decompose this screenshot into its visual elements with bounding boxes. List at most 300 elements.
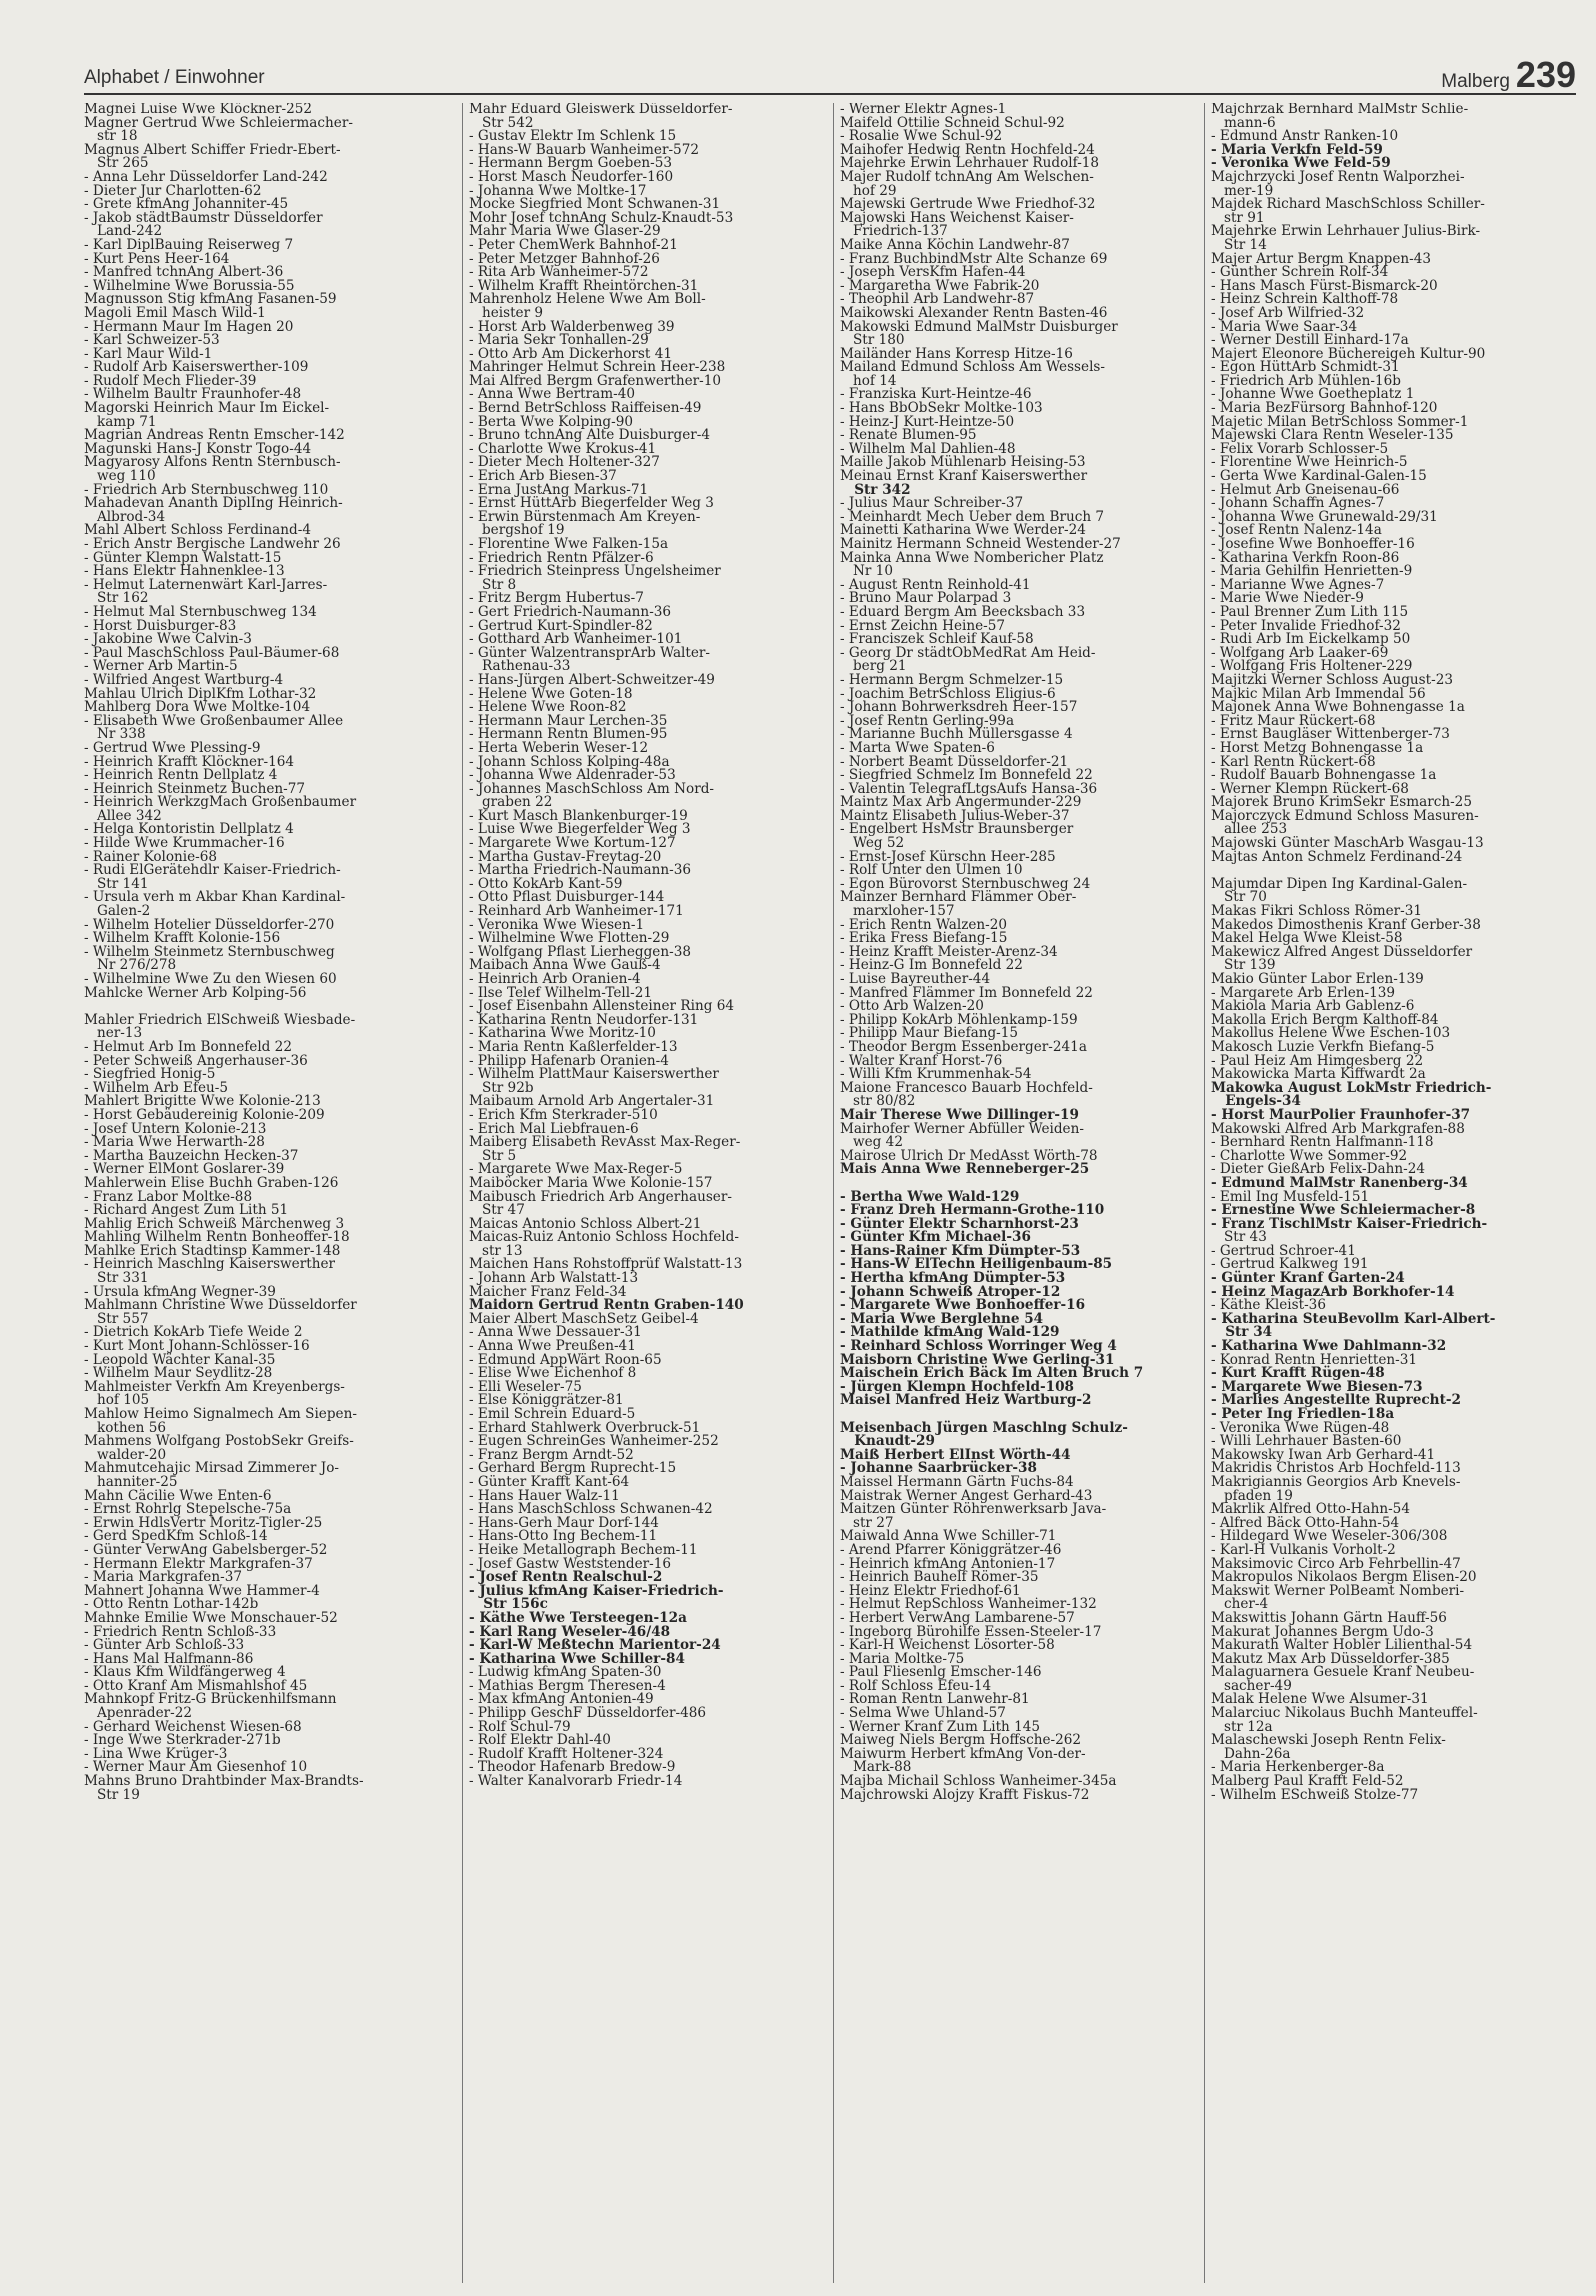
directory-entry: - Rolf Elektr Dahl-40 [469,1732,611,1749]
directory-entry: graben 22 [469,794,553,811]
directory-entry: Str 139 [1211,957,1276,974]
directory-entry: - Katharina Wwe Schiller-84 [469,1650,685,1667]
directory-entry: - Erich Arb Biesen-37 [469,468,617,485]
directory-entry: Weg 52 [840,835,905,852]
directory-entry: - Peter Ing Friedlen-18a [1211,1406,1395,1422]
directory-entry: Maibusch Friedrich Arb Angerhauser- [469,1188,732,1205]
directory-entry: - Johann Schaffn Agnes-7 [1211,495,1385,512]
directory-entry: Str 342 [840,481,911,498]
directory-entry: - Luise Bayreuther-44 [840,971,991,987]
directory-entry: - Ludwig kfmAng Spaten-30 [469,1664,662,1681]
directory-entry: - Wilhelmine Wwe Zu den Wiesen 60 [84,971,337,987]
directory-entry: Makio Günter Labor Erlen-139 [1211,971,1424,987]
directory-entry: kothen 56 [84,1419,167,1436]
directory-entry: - Johanna Wwe Aldenrader-53 [469,767,676,784]
directory-entry: - Horst Gebäudereinig Kolonie-209 [84,1106,325,1123]
directory-entry: Albrod-34 [84,508,166,525]
directory-entry: - Otto Arb Walzen-20 [840,998,984,1015]
directory-entry: - Wilhelm PlattMaur Kaiserswerther [469,1066,719,1083]
directory-entry: - Georg Dr städtObMedRat Am Heid- [840,644,1096,661]
directory-entry: - Hermann Maur Lerchen-35 [469,712,668,729]
directory-entry: - Werner Kranf Zum Lith 145 [840,1718,1041,1735]
directory-entry: - Veronika Wwe Wiesen-1 [469,916,645,933]
directory-entry: - Selma Wwe Uhland-57 [840,1705,1006,1722]
directory-entry: - Hans Mal Halfmann-86 [84,1650,254,1667]
directory-entry: - Otto Rentn Lothar-142b [84,1596,259,1613]
directory-entry: - Anna Wwe Dessauer-31 [469,1324,642,1341]
directory-entry: - Karl Schweizer-53 [84,332,220,349]
directory-entry: ner-13 [84,1025,143,1042]
directory-entry: Magnei Luise Wwe Klöckner-252 [84,103,313,117]
directory-entry: Mahmens Wolfgang PostobSekr Greifs- [84,1433,354,1450]
directory-entry: - Karl-W Meßtechn Marientor-24 [469,1637,721,1654]
directory-entry: Mahlcke Werner Arb Kolping-56 [84,984,307,1001]
directory-entry: - Johann Schloss Kolping-48a [469,753,670,770]
directory-entry: - Maria Moltke-75 [840,1650,965,1667]
directory-entry: hof 14 [840,372,897,389]
directory-entry: - Maria Wwe Berglehne 54 [840,1310,1044,1327]
directory-entry: Str 43 [1211,1229,1267,1246]
directory-entry: Magnus Albert Schiffer Friedr-Ebert- [84,141,341,158]
directory-entry: - Engelbert HsMstr Braunsberger [840,821,1074,838]
directory-entry: Majer Artur Bergm Knappen-43 [1211,250,1432,267]
directory-entry: - Theodor Hafenarb Bredow-9 [469,1759,676,1776]
directory-entry: - Heinrich kfmAng Antonien-17 [840,1555,1056,1572]
directory-entry: Majdek Richard MaschSchloss Schiller- [1211,196,1485,213]
directory-entry: Majtas Anton Schmelz Ferdinand-24 [1211,848,1463,865]
directory-entry: Mahl Albert Schloss Ferdinand-4 [84,522,311,539]
directory-entry: - Rudolf Bauarb Bohnengasse 1a [1211,767,1437,784]
directory-entry: - Hertha kfmAng Dümpter-53 [840,1270,1066,1287]
directory-entry: - Dieter GießArb Felix-Dahn-24 [1211,1161,1426,1178]
directory-entry: - Peter Schweiß Angerhauser-36 [84,1052,308,1069]
directory-entry: - Günter Krafft Kant-64 [469,1473,630,1490]
directory-entry: - Günter Kfm Michael-36 [840,1229,1031,1246]
directory-entry: - Philipp GeschF Düsseldorfer-486 [469,1705,707,1722]
directory-entry: Apenrader-22 [84,1705,193,1722]
directory-entry: - Otto Kranf Am Mismahlshof 45 [84,1677,308,1694]
directory-entry: Str 34 [1211,1324,1273,1341]
directory-entry: - Philipp KokArb Möhlenkamp-159 [840,1011,1078,1028]
directory-entry: - Paul Heiz Am Himgesberg 22 [1211,1052,1424,1069]
directory-entry: - Horst Metzg Bohnengasse 1a [1211,739,1424,756]
directory-entry: - Heike Metallograph Bechem-11 [469,1541,698,1558]
directory-entry: Makosch Luzie Verkfn Biefang-5 [1211,1038,1435,1055]
directory-entry: Mahlke Erich Stadtinsp Kammer-148 [84,1242,341,1259]
page-header [84,55,1576,95]
directory-entry: - Franciszek Schleif Kauf-58 [840,631,1034,648]
directory-entry: weg 42 [840,1134,903,1151]
directory-entry: - Erhard Stahlwerk Overbruck-51 [469,1419,701,1436]
directory-entry: Makowsky Iwan Arb Gerhard-41 [1211,1446,1436,1463]
directory-entry: - Wilhelm Maur Seydlitz-28 [84,1365,273,1382]
directory-entry: Maikowski Alexander Rentn Basten-46 [840,304,1108,321]
directory-entry: str 12a [1211,1718,1273,1735]
directory-entry: - Werner Klempn Rückert-68 [1211,780,1409,797]
directory-entry: Maicher Franz Feld-34 [469,1283,627,1300]
directory-entry: Majewski Gertrude Wwe Friedhof-32 [840,196,1096,213]
directory-entry: Makowski Edmund MalMstr Duisburger [840,318,1118,335]
directory-entry: - Wilhelm Steinmetz Sternbuschweg [84,943,335,960]
directory-entry: - Erich Kfm Sterkrader-510 [469,1106,658,1123]
directory-entry: Maibach Anna Wwe Gauß-4 [469,957,661,974]
directory-entry: sacher-49 [1211,1677,1292,1694]
directory-entry: - Maria BezFürsorg Bahnhof-120 [1211,400,1438,417]
directory-entry: str 91 [1211,209,1265,226]
directory-entry: Mahn Cäcilie Wwe Enten-6 [84,1487,272,1504]
directory-entry: - Heinz Krafft Meister-Arenz-34 [840,943,1058,960]
directory-entry: - Rolf Unter den Ulmen 10 [840,862,1023,879]
directory-entry: - Heinrich Krafft Klöckner-164 [84,753,295,770]
directory-entry: - Willi Lehrhauer Basten-60 [1211,1433,1402,1450]
directory-entry: - Marie Wwe Nieder-9 [1211,590,1364,607]
directory-entry: - Walter Kranf Horst-76 [840,1052,1003,1069]
directory-entry: str 80/82 [840,1093,916,1110]
directory-entry: Str 542 [469,114,534,131]
directory-entry: Meisenbach Jürgen Maschlng Schulz- [840,1419,1128,1436]
column-2 [462,103,807,2283]
directory-entry: Rathenau-33 [469,658,571,675]
directory-entry: Makropulos Nikolaos Bergm Elisen-20 [1211,1569,1477,1586]
directory-entry: Magrian Andreas Rentn Emscher-142 [84,427,345,444]
directory-entry: - Philipp Hafenarb Oranien-4 [469,1052,669,1069]
directory-entry: - Maria Markgrafen-37 [84,1569,242,1586]
directory-entry: Magner Gertrud Wwe Schleiermacher- [84,114,353,131]
directory-entry: - Maria Sekr Tonhallen-29 [469,332,649,349]
directory-entry: Majkic Milan Arb Immendal 56 [1211,685,1426,702]
directory-entry: - Kurt Mont Johann-Schlösser-16 [84,1338,310,1355]
directory-entry: Str 92b [469,1079,534,1096]
directory-entry: - Margarete Wwe Biesen-73 [1211,1378,1423,1395]
directory-entry: Majorek Bruno KrimSekr Esmarch-25 [1211,794,1472,811]
directory-entry: - Helmut Arb Im Bonnefeld 22 [84,1038,292,1055]
directory-entry: - Heinz MagazArb Borkhofer-14 [1211,1283,1455,1300]
directory-entry: Nr 10 [840,563,893,580]
directory-entry: - Günther Schrein Rolf-34 [1211,264,1389,281]
directory-entry: Str 5 [469,1147,517,1164]
directory-entry: - Peter Invalide Friedhof-32 [1211,617,1401,634]
directory-entry: - Else Königgrätzer-81 [469,1392,624,1409]
directory-entry: - Fritz Bergm Hubertus-7 [469,590,644,607]
directory-entry: - Gerhard Bergm Ruprecht-15 [469,1460,677,1477]
directory-entry: - Mathias Bergm Theresen-4 [469,1677,666,1694]
directory-entry: - Erwin Bürstenmach Am Kreyen- [469,508,701,525]
directory-entry: - Martha Gustav-Freytag-20 [469,848,662,865]
directory-entry: bergshof 19 [469,522,565,539]
directory-entry: - Charlotte Wwe Sommer-92 [1211,1147,1408,1164]
directory-entry: - Wolfgang Fris Holtener-229 [1211,658,1413,675]
directory-entry: - Rudolf Arb Kaiserswerther-109 [84,359,309,376]
directory-entry: Makel Helga Wwe Kleist-58 [1211,930,1403,947]
directory-entry: mann-6 [1211,114,1276,131]
directory-entry: Mahlau Ulrich DiplKfm Lothar-32 [84,685,317,702]
directory-entry: Mahr Eduard Gleiswerk Düsseldorfer- [469,103,733,117]
directory-entry: Maione Francesco Bauarb Hochfeld- [840,1079,1093,1096]
directory-entry: - Hilde Wwe Krummacher-16 [84,835,285,852]
directory-entry: - Maria Wwe Herwarth-28 [84,1134,265,1151]
directory-entry: Mahlig Erich Schweiß Märchenweg 3 [84,1215,345,1232]
directory-entry: Mairose Ulrich Dr MedAsst Wörth-78 [840,1147,1098,1164]
directory-entry: Mahnke Emilie Wwe Monschauer-52 [84,1609,338,1626]
directory-entry: - Friedrich Arb Sternbuschweg 110 [84,481,329,498]
directory-entry: Str 265 [84,155,149,172]
directory-entry: - Theophil Arb Landwehr-87 [840,291,1035,308]
directory-entry: - Margarete Wwe Max-Reger-5 [469,1161,683,1178]
directory-entry: - Otto KokArb Kant-59 [469,875,623,892]
directory-entry: Maiwurm Herbert kfmAng Von-der- [840,1745,1086,1762]
directory-entry: Malaguarnera Gesuele Kranf Neubeu- [1211,1664,1475,1681]
directory-entry: - Friedrich Steinpress Ungelsheimer [469,563,721,580]
directory-entry: Maiweg Niels Bergm Hoffsche-262 [840,1732,1082,1749]
directory-entry: - Heinrich Maschlng Kaiserswerther [84,1256,335,1273]
directory-entry: - Gertrud Schroer-41 [1211,1242,1356,1259]
page-tag [1441,54,1576,95]
directory-entry: - Günter Elektr Scharnhorst-23 [840,1215,1079,1232]
directory-entry: - Wolfgang Arb Laaker-69 [1211,644,1389,661]
directory-entry: - Friedrich Arb Mühlen-16b [1211,372,1401,389]
directory-entry: Makas Fikri Schloss Römer-31 [1211,903,1423,920]
directory-entry: - Maria Rentn Kaßlerfelder-13 [469,1038,678,1055]
directory-entry: - Helmut RepSchloss Wanheimer-132 [840,1596,1097,1613]
directory-entry: Majitzki Werner Schloss August-23 [1211,671,1453,688]
directory-entry: Maicas Antonio Schloss Albert-21 [469,1215,702,1232]
directory-entry: - Marta Wwe Spaten-6 [840,739,995,756]
directory-entry: - Manfred Flämmer Im Bonnefeld 22 [840,984,1093,1001]
directory-entry: - Rosalie Wwe Schul-92 [840,128,1003,145]
directory-entry: Makiola Maria Arb Gablenz-6 [1211,998,1415,1015]
directory-entry: Mai Alfred Bergm Grafenwerther-10 [469,372,722,389]
directory-entry: - Valentin TelegrafLtgsAufs Hansa-36 [840,780,1098,797]
directory-entry: - Jakob städtBaumstr Düsseldorfer [84,209,323,226]
directory-entry: - Hans-Gerh Maur Dorf-144 [469,1514,659,1531]
directory-entry: Maille Jakob Mühlenarb Heising-53 [840,454,1086,471]
directory-entry: - Helga Kontoristin Dellplatz 4 [84,821,294,838]
directory-entry: - Bertha Wwe Wald-129 [840,1188,1020,1205]
directory-entry: Mahr Maria Wwe Glaser-29 [469,223,661,240]
directory-entry: Mainitz Hermann Schneid Westender-27 [840,536,1121,552]
directory-entry: Malberg Paul Krafft Feld-52 [1211,1773,1404,1790]
directory-entry: - Josefine Wwe Bonhoeffer-16 [1211,536,1415,552]
directory-entry: allee 253 [1211,821,1288,838]
directory-entry: - Franz BuchbindMstr Alte Schanze 69 [840,250,1108,267]
directory-entry: - Gertrud Kalkweg 191 [1211,1256,1369,1273]
directory-entry: Mohr Josef tchnAng Schulz-Knaudt-53 [469,209,734,226]
directory-entry: - Rudi ElGerätehdlr Kaiser-Friedrich- [84,862,341,879]
directory-entry: - Wilfried Angest Wartburg-4 [84,671,284,688]
directory-entry: - Walter Kanalvorarb Friedr-14 [469,1773,683,1790]
directory-entry: Str 331 [84,1270,149,1287]
directory-entry: - Katharina Wwe Dahlmann-32 [1211,1338,1447,1355]
column-3 [833,103,1178,2283]
directory-entry: - Günter VerwAng Gabelsberger-52 [84,1541,328,1558]
directory-entry: - Günter Klempn Walstatt-15 [84,549,282,566]
directory-entry: - Josef Eisenbahn Allensteiner Ring 64 [469,998,735,1015]
directory-entry: Maiböcker Maria Wwe Kolonie-157 [469,1174,713,1191]
directory-entry: - Jakobine Wwe Calvin-3 [84,631,252,648]
directory-entry: - Johanne Wwe Goetheplatz 1 [1211,386,1415,403]
directory-entry: Mahler Friedrich ElSchweiß Wiesbade- [84,1011,356,1028]
directory-entry: str 18 [84,128,138,145]
directory-entry: - Eduard Bergm Am Beecksbach 33 [840,603,1086,620]
directory-entry: - Horst Arb Walderbenweg 39 [469,318,675,335]
directory-entry: - Hans-Otto Ing Bechem-11 [469,1528,658,1545]
directory-entry: - Reinhard Arb Wanheimer-171 [469,903,684,920]
directory-entry: - Berta Wwe Kolping-90 [469,413,634,430]
directory-entry: marxloher-157 [840,903,955,920]
directory-entry: - Roman Rentn Lanwehr-81 [840,1691,1030,1708]
directory-entry: Majorczyck Edmund Schloss Masuren- [1211,807,1479,824]
directory-entry: - Lina Wwe Krüger-3 [84,1745,228,1762]
directory-entry: - Ilse Telef Wilhelm-Tell-21 [469,984,652,1001]
directory-entry: - Emil Ing Musfeld-151 [1211,1188,1370,1205]
directory-entry: - Anna Lehr Düsseldorfer Land-242 [84,168,328,185]
directory-entry: Maibaum Arnold Arb Angertaler-31 [469,1093,715,1110]
directory-entry: - Erika Fress Biefang-15 [840,930,1008,947]
directory-entry: Allee 342 [84,807,162,824]
directory-entry: Knaudt-29 [840,1433,935,1450]
directory-entry: Makridis Christos Arb Hochfeld-113 [1211,1460,1461,1477]
directory-entry: Mais Anna Wwe Renneberger-25 [840,1161,1090,1178]
directory-entry: hof 29 [840,182,897,199]
directory-entry: Maitzen Günter Röhrenwerksarb Java- [840,1501,1107,1518]
directory-entry: Makedos Dimosthenis Kranf Gerber-38 [1211,916,1481,933]
directory-entry: Magoli Emil Masch Wild-1 [84,304,266,321]
directory-entry: Majba Michail Schloss Wanheimer-345a [840,1773,1117,1790]
directory-entry: Str 70 [1211,889,1267,906]
directory-entry: - Erna JustAng Markus-71 [469,481,649,498]
directory-entry: - August Rentn Reinhold-41 [840,576,1031,593]
directory-entry: - Klaus Kfm Wildfängerweg 4 [84,1664,286,1681]
directory-entry: Majert Eleonore Büchereigeh Kultur-90 [1211,345,1486,362]
directory-entry: - Siegfried Schmelz Im Bonnefeld 22 [840,767,1093,784]
directory-entry: - Siegfried Honig-5 [84,1066,216,1083]
directory-entry: - Rainer Kolonie-68 [84,848,218,865]
directory-entry: Maissel Hermann Gärtn Fuchs-84 [840,1473,1074,1490]
directory-entry: - Felix Vorarb Schlosser-5 [1211,440,1389,457]
directory-entry: - Maria Herkenberger-8a [1211,1759,1385,1776]
directory-entry: - Norbert Beamt Düsseldorfer-21 [840,753,1069,770]
directory-entry: - Friedrich Rentn Pfälzer-6 [469,549,654,566]
directory-entry: Nr 276/278 [84,957,177,974]
directory-entry: Makewicz Alfred Angest Düsseldorfer [1211,943,1473,960]
directory-entry: Mahlmeister Verkfn Am Kreyenbergs- [84,1378,345,1395]
directory-entry: - Egon HüttArb Schmidt-31 [1211,359,1400,376]
directory-entry: - Gustav Elektr Im Schlenk 15 [469,128,677,145]
directory-entry: - Heinz Schrein Kalthoff-78 [1211,291,1399,308]
directory-entry: - Josef Untern Kolonie-213 [84,1120,267,1137]
directory-entry: Mahlerwein Elise Buchh Graben-126 [84,1174,339,1191]
directory-entry: berg 21 [840,658,907,675]
directory-entry: pfaden 19 [1211,1487,1293,1504]
directory-entry: - Werner Arb Martin-5 [84,658,238,675]
directory-entry: - Philipp Maur Biefang-15 [840,1025,1019,1042]
directory-entry: - Katharina Rentn Neudorfer-131 [469,1011,699,1028]
directory-entry: - Renate Blumen-95 [840,427,977,444]
directory-entry: - Gerta Wwe Kardinal-Galen-15 [1211,468,1427,485]
directory-entry: Str 141 [84,875,149,892]
directory-entry: Maksimovic Circo Arb Fehrbellin-47 [1211,1555,1461,1572]
directory-entry: - Dieter Mech Holtener-327 [469,454,660,471]
directory-entry: - Rudi Arb Im Eickelkamp 50 [1211,631,1411,648]
directory-entry: Mark-88 [840,1759,912,1776]
directory-entry: - Wilhelmine Wwe Borussia-55 [84,277,295,294]
directory-entry: - Katharina Wwe Moritz-10 [469,1025,656,1042]
directory-entry: - Maria Verkfn Feld-59 [1211,141,1383,158]
directory-entry: Str 156c [469,1596,548,1613]
directory-entry: Mahringer Helmut Schrein Heer-238 [469,359,726,376]
directory-entry: Friedrich-137 [840,223,948,240]
directory-entry: Majehrke Erwin Lehrhauer Julius-Birk- [1211,223,1481,240]
directory-entry: - Grete kfmAng Johanniter-45 [84,196,289,213]
directory-entry: - Anna Wwe Preußen-41 [469,1338,636,1355]
directory-entry: - Franz Bergm Arndt-52 [469,1446,634,1463]
directory-entry: Mahlmann Christine Wwe Düsseldorfer [84,1297,357,1314]
directory-entry: Maiß Herbert ElInst Wörth-44 [840,1446,1071,1463]
directory-entry: Mahmutcehajic Mirsad Zimmerer Jo- [84,1460,339,1477]
column-1 [84,103,428,2283]
directory-entry: Majer Rudolf tchnAng Am Welschen- [840,168,1094,185]
directory-entry: - Johannes MaschSchloss Am Nord- [469,780,715,797]
directory-entry: - Jürgen Klempn Hochfeld-108 [840,1378,1075,1395]
directory-entry: - Hermann Elektr Markgrafen-37 [84,1555,313,1572]
last-entry-word: Malberg [1441,71,1510,92]
directory-entry: - Paul MaschSchloss Paul-Bäumer-68 [84,644,340,661]
directory-entry: - Gotthard Arb Wanheimer-101 [469,631,683,648]
directory-entry: - Helmut Laternenwärt Karl-Jarres- [84,576,328,593]
directory-entry: - Dieter Jur Charlotten-62 [84,182,262,199]
directory-entry: Nr 338 [84,726,146,743]
directory-entry: Majchrzycki Josef Rentn Walporzhei- [1211,168,1465,185]
directory-entry: - Rudolf Krafft Holtener-324 [469,1745,664,1762]
directory-entry: Mahns Bruno Drahtbinder Max-Brandts- [84,1773,364,1790]
directory-entry: - Wilhelm Baultr Fraunhofer-48 [84,386,302,403]
directory-entry: - Ernst Zeichn Heine-57 [840,617,1006,634]
directory-entry: - Paul Fliesenlg Emscher-146 [840,1664,1042,1681]
directory-entry: Makolla Erich Bergm Kalthoff-84 [1211,1011,1439,1028]
directory-entry: - Helmut Arb Gneisenau-66 [1211,481,1400,498]
directory-entry: - Rolf Schloss Efeu-14 [840,1677,992,1694]
directory-entry: - Bruno tchnAng Alte Duisburger-4 [469,427,711,444]
directory-entry: hanniter-25 [84,1473,178,1490]
directory-entry: Majowski Günter MaschArb Wasgau-13 [1211,835,1484,852]
directory-entry: Mahnkopf Fritz-G Brückenhilfsmann [84,1691,337,1708]
directory-entry: Makrlik Alfred Otto-Hahn-54 [1211,1501,1410,1518]
directory-entry: Galen-2 [84,903,151,920]
directory-entry: Maisborn Christine Wwe Gerling-31 [840,1351,1115,1368]
directory-entry: - Josef Rentn Realschul-2 [469,1569,663,1586]
directory-entry: - Heinz-G Im Bonnefeld 22 [840,957,1023,974]
directory-entry: - Max kfmAng Antonien-49 [469,1691,654,1708]
directory-entry: - Franz TischlMstr Kaiser-Friedrich- [1211,1215,1488,1232]
directory-entry: - Marlies Angestellte Ruprecht-2 [1211,1392,1461,1409]
directory-entry: Malak Helene Wwe Alsumer-31 [1211,1691,1429,1708]
directory-entry: - Johann Arb Walstatt-13 [469,1270,639,1287]
directory-entry: - Bernhard Rentn Halfmann-118 [1211,1134,1434,1151]
directory-entry: Meinau Ernst Kranf Kaiserswerther [840,468,1088,485]
directory-entry: - Luise Wwe Biegerfelder Weg 3 [469,821,691,838]
directory-entry: - Horst Masch Neudorfer-160 [469,168,674,185]
directory-entry: - Dietrich KokArb Tiefe Weide 2 [84,1324,303,1341]
directory-entry: - Günter Arb Schloß-33 [84,1637,245,1654]
directory-entry: Land-242 [84,223,163,240]
directory-entry: - Wilhelm ESchweiß Stolze-77 [1211,1786,1419,1803]
directory-entry: Mair Therese Wwe Dillinger-19 [840,1106,1079,1123]
directory-entry: Makowka August LokMstr Friedrich- [1211,1079,1492,1096]
directory-entry: Str 47 [469,1202,525,1219]
directory-entry: - Florentine Wwe Heinrich-5 [1211,454,1408,471]
directory-entry: - Werner Maur Am Giesenhof 10 [84,1759,308,1776]
directory-entry: - Hans-W Bauarb Wanheimer-572 [469,141,699,158]
